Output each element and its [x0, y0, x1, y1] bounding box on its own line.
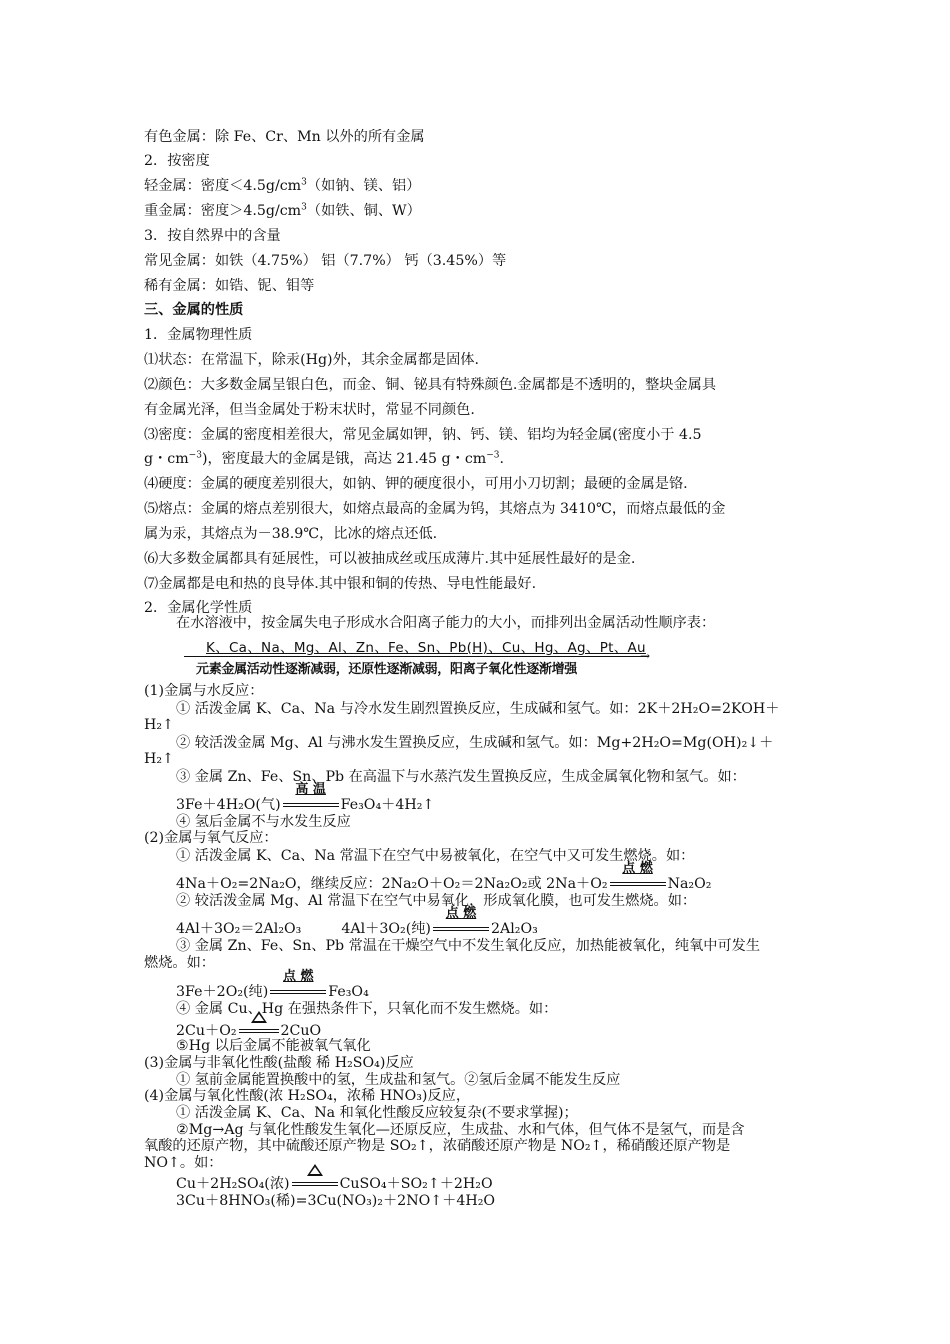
- text-line: ⑤Hg 以后金属不能被氧气氧化: [176, 1038, 371, 1054]
- text-line: H₂↑: [144, 751, 174, 767]
- text-line: ④ 金属 Cu、Hg 在强热条件下，只氧化而不发生燃烧。如：: [176, 1001, 558, 1017]
- text-line: (3)金属与非氧化性酸(盐酸 稀 H₂SO₄)反应: [144, 1055, 414, 1071]
- text-line: (1)金属与水反应：: [144, 683, 264, 699]
- equation-line: 3Fe＋2O₂(纯) 点 燃 Fe₃O₄: [176, 969, 369, 1000]
- text-line: ②Mg→Ag 与氧化性酸发生氧化—还原反应，生成盐、水和气体，但气体不是氢气，而是含: [176, 1122, 745, 1138]
- text-line: 有色金属：除 Fe、Cr、Mn 以外的所有金属: [144, 129, 425, 145]
- text-line: ③ 金属 Zn、Fe、Sn、Pb 常温在干燥空气中不发生氧化反应，加热能被氧化，纯氧中可发生: [176, 938, 761, 954]
- text-line: ① 活泼金属 K、Ca、Na 常温下在空气中易被氧化，在空气中又可发生燃烧。如：: [176, 848, 695, 864]
- text-line: ⑹大多数金属都具有延展性，可以被抽成丝或压成薄片.其中延展性最好的是金.: [144, 551, 636, 567]
- text-line: 燃烧。如：: [144, 955, 215, 971]
- text-line: ⑴状态：在常温下，除汞(Hg)外，其余金属都是固体.: [144, 352, 479, 368]
- reaction-condition: 点 燃: [622, 861, 653, 876]
- text-line: ⑷硬度：金属的硬度差别很大，如钠、钾的硬度很小，可用小刀切割；最硬的金属是铬.: [144, 476, 688, 492]
- text-line: 在水溶液中，按金属失电子形成水合阳离子能力的大小，而排列出金属活动性顺序表：: [176, 615, 716, 631]
- text-line: ⑸熔点：金属的熔点差别很大，如熔点最高的金属为钨，其熔点为 3410℃，而熔点最低的金: [144, 501, 726, 517]
- text-line: ③ 金属 Zn、Fe、Sn、Pb 在高温下与水蒸汽发生置换反应，生成金属氧化物和氢气。如：: [176, 769, 746, 785]
- equals-arrow: [292, 1174, 338, 1190]
- text-line: g・$cm^{-3}$)，密度最大的金属是锇，高达 21.45 g・$cm^{-3}$.: [144, 450, 505, 467]
- equals-arrow: [433, 906, 489, 935]
- text-line: NO↑。如：: [144, 1155, 223, 1171]
- activity-series: K、Ca、Na、Mg、Al、Zn、Fe、Sn、Pb(H)、Cu、Hg、Ag、Pt、Au: [206, 640, 646, 656]
- text-line: 常见金属：如铁（4.75%） 铝（7.7%） 钙（3.45%）等: [144, 253, 507, 269]
- equals-arrow: [239, 1021, 279, 1037]
- equation-line: 2Cu＋O₂ 2CuO: [176, 1021, 321, 1041]
- activity-arrow: [184, 656, 648, 657]
- text-line: 3．按自然界中的含量: [144, 228, 281, 244]
- text-line: (2)金属与氧气反应：: [144, 830, 278, 846]
- text-line: 轻金属：密度$<4.5g/cm^3$（如钠、镁、铝）: [144, 177, 421, 194]
- text-line: 重金属：密度$>4.5g/cm^3$（如铁、铜、W）: [144, 202, 421, 219]
- reaction-condition: 高 温: [295, 782, 326, 797]
- heat-triangle-icon: [251, 1011, 267, 1023]
- text-line: ⑶密度：金属的密度相差很大，常见金属如钾，钠、钙、镁、铝均为轻金属(密度小于 4.5: [144, 427, 702, 443]
- text-line: 1．金属物理性质: [144, 327, 253, 343]
- text-line: 稀有金属：如锆、铌、钼等: [144, 278, 315, 294]
- equals-arrow: [610, 861, 666, 890]
- reaction-condition: 点 燃: [283, 969, 314, 984]
- text-line: 有金属光泽，但当金属处于粉末状时，常显不同颜色.: [144, 402, 475, 418]
- section-heading: 三、金属的性质: [144, 302, 244, 318]
- reaction-condition: 点 燃: [445, 906, 477, 921]
- equals-arrow: [283, 782, 339, 811]
- text-line: ① 活泼金属 K、Ca、Na 和氧化性酸反应较复杂(不要求掌握)；: [176, 1105, 578, 1121]
- text-line: 2．按密度: [144, 153, 210, 169]
- text-line: ② 较活泼金属 Mg、Al 常温下在空气中易氧化，形成氧化膜，也可发生燃烧。如：: [176, 893, 697, 909]
- equation-line: 3Cu＋8HNO₃(稀)=3Cu(NO₃)₂＋2NO↑＋4H₂O: [176, 1193, 496, 1209]
- text-line: ④ 氢后金属不与水发生反应: [176, 814, 351, 830]
- text-line: ⑺金属都是电和热的良导体.其中银和铜的传热、导电性能最好.: [144, 576, 537, 592]
- equation-line: 4Al＋3O₂＝2Al₂O₃ 4Al＋3O₂(纯) 点 燃 2Al₂O₃: [176, 906, 538, 937]
- equals-arrow: [270, 969, 326, 998]
- activity-series-note: 元素金属活动性逐渐减弱，还原性逐渐减弱，阳离子氧化性逐渐增强: [196, 662, 578, 677]
- text-line: 氧酸的还原产物，其中硫酸还原产物是 SO₂↑，浓硝酸还原产物是 NO₂↑，稀硝酸还原产物是: [144, 1138, 731, 1154]
- text-line: ① 活泼金属 K、Ca、Na 与冷水发生剧烈置换反应，生成碱和氢气。如：2K＋2H₂O=2KOH＋: [176, 701, 780, 717]
- text-line: ② 较活泼金属 Mg、Al 与沸水发生置换反应，生成碱和氢气。如：Mg+2H₂O=Mg(OH)₂↓＋: [176, 735, 774, 751]
- text-line: 属为汞，其熔点为－38.9℃，比冰的熔点还低.: [144, 526, 438, 542]
- equation-line: 4Na＋O₂=2Na₂O，继续反应：2Na₂O＋O₂＝2Na₂O₂或 2Na＋O₂ 点 燃 Na₂O₂: [176, 861, 712, 892]
- text-line: 2．金属化学性质: [144, 600, 253, 616]
- text-line: ① 氢前金属能置换酸中的氢，生成盐和氢气。②氢后金属不能发生反应: [176, 1072, 621, 1088]
- arrow-head-icon: →: [640, 649, 651, 663]
- text-line: H₂↑: [144, 717, 174, 733]
- equation-line: 3Fe＋4H₂O(气) 高 温 Fe₃O₄＋4H₂↑: [176, 782, 435, 813]
- heat-triangle-icon: [307, 1164, 323, 1176]
- text-line: ⑵颜色：大多数金属呈银白色，而金、铜、铋具有特殊颜色.金属都是不透明的，整块金属具: [144, 377, 717, 393]
- text-line: (4)金属与氧化性酸(浓 H₂SO₄，浓稀 HNO₃)反应，: [144, 1088, 471, 1104]
- equation-line: Cu＋2H₂SO₄(浓) CuSO₄＋SO₂↑＋2H₂O: [176, 1174, 493, 1194]
